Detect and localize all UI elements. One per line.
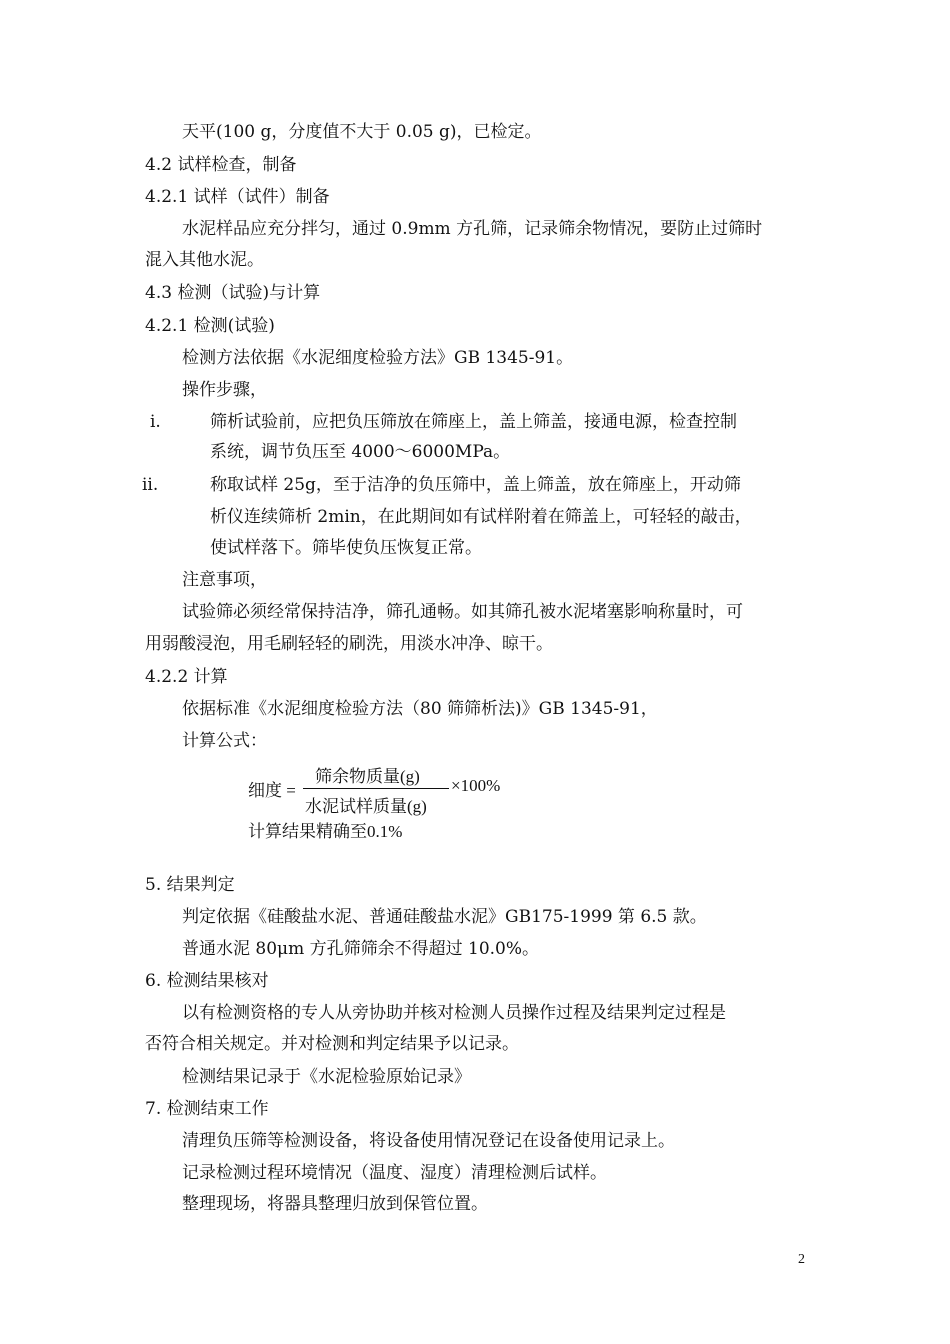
line-precision: 计算结果精确至0.1% [248,822,403,841]
paragraph-sample-prep: 水泥样品应充分拌匀，通过 0.9mm 方孔筛，记录筛余物情况，要防止过筛时 [182,219,763,239]
heading-7: 7. 检测结束工作 [145,1099,269,1119]
paragraph-verify: 以有检测资格的专人从旁协助并核对检测人员操作过程及结果判定过程是 [182,1003,726,1023]
line-steps-label: 操作步骤， [182,380,267,400]
heading-4-3: 4.3 检测（试验)与计算 [145,283,321,303]
heading-6: 6. 检测结果核对 [145,971,269,991]
list-item-2-line-2: 析仪连续筛析 2min，在此期间如有试样附着在筛盖上，可轻轻的敲击， [210,507,752,527]
line-test-method: 检测方法依据《水泥细度检验方法》GB 1345-91。 [182,348,574,368]
formula-lhs: 细度 = [248,781,296,800]
list-marker-i: i. [150,412,161,432]
heading-5: 5. 结果判定 [145,875,235,895]
line-standard: 依据标准《水泥细度检验方法（80 筛筛析法)》GB 1345-91， [182,699,658,719]
formula-denominator: 水泥试样质量(g) [305,797,427,816]
list-item-2-line-3: 使试样落下。筛毕使负压恢复正常。 [210,538,482,558]
line-cleanup: 清理负压筛等检测设备，将设备使用情况登记在设备使用记录上。 [182,1131,675,1151]
line-record: 检测结果记录于《水泥检验原始记录》 [182,1067,471,1087]
line-balance: 天平(100 g，分度值不大于 0.05 g)，已检定。 [182,122,542,142]
line-notes-label: 注意事项， [182,570,267,590]
heading-4-2-1: 4.2.1 试样（试件）制备 [145,187,330,207]
paragraph-notes: 试验筛必须经常保持洁净，筛孔通畅。如其筛孔被水泥堵塞影响称量时，可 [182,602,743,622]
list-marker-ii: ii. [142,475,159,495]
page-number: 2 [798,1252,805,1267]
line-judgement-basis: 判定依据《硅酸盐水泥、普通硅酸盐水泥》GB175-1999 第 6.5 款。 [182,907,707,927]
paragraph-sample-prep-cont: 混入其他水泥。 [145,250,264,270]
paragraph-verify-cont: 否符合相关规定。并对检测和判定结果予以记录。 [145,1034,519,1054]
fraction-bar [303,788,449,789]
list-item-1-line-2: 系统，调节负压至 4000～6000MPa。 [210,442,511,462]
line-environment: 记录检测过程环境情况（温度、湿度）清理检测后试样。 [182,1163,607,1183]
formula-rhs: ×100% [451,776,501,795]
line-judgement-limit: 普通水泥 80μm 方孔筛筛余不得超过 10.0%。 [182,939,540,959]
heading-4-2: 4.2 试样检查，制备 [145,155,297,175]
list-item-2-line-1: 称取试样 25g，至于洁净的负压筛中，盖上筛盖，放在筛座上，开动筛 [210,475,741,495]
heading-4-2-1-test: 4.2.1 检测(试验) [145,316,275,336]
paragraph-notes-cont: 用弱酸浸泡，用毛刷轻轻的刷洗，用淡水冲净、晾干。 [145,634,553,654]
line-tidy: 整理现场，将器具整理归放到保管位置。 [182,1194,488,1214]
list-item-1-line-1: 筛析试验前，应把负压筛放在筛座上，盖上筛盖，接通电源，检查控制 [210,412,737,432]
line-formula-label: 计算公式： [182,731,267,751]
formula-numerator: 筛余物质量(g) [315,767,420,786]
heading-4-2-2: 4.2.2 计算 [145,667,228,687]
